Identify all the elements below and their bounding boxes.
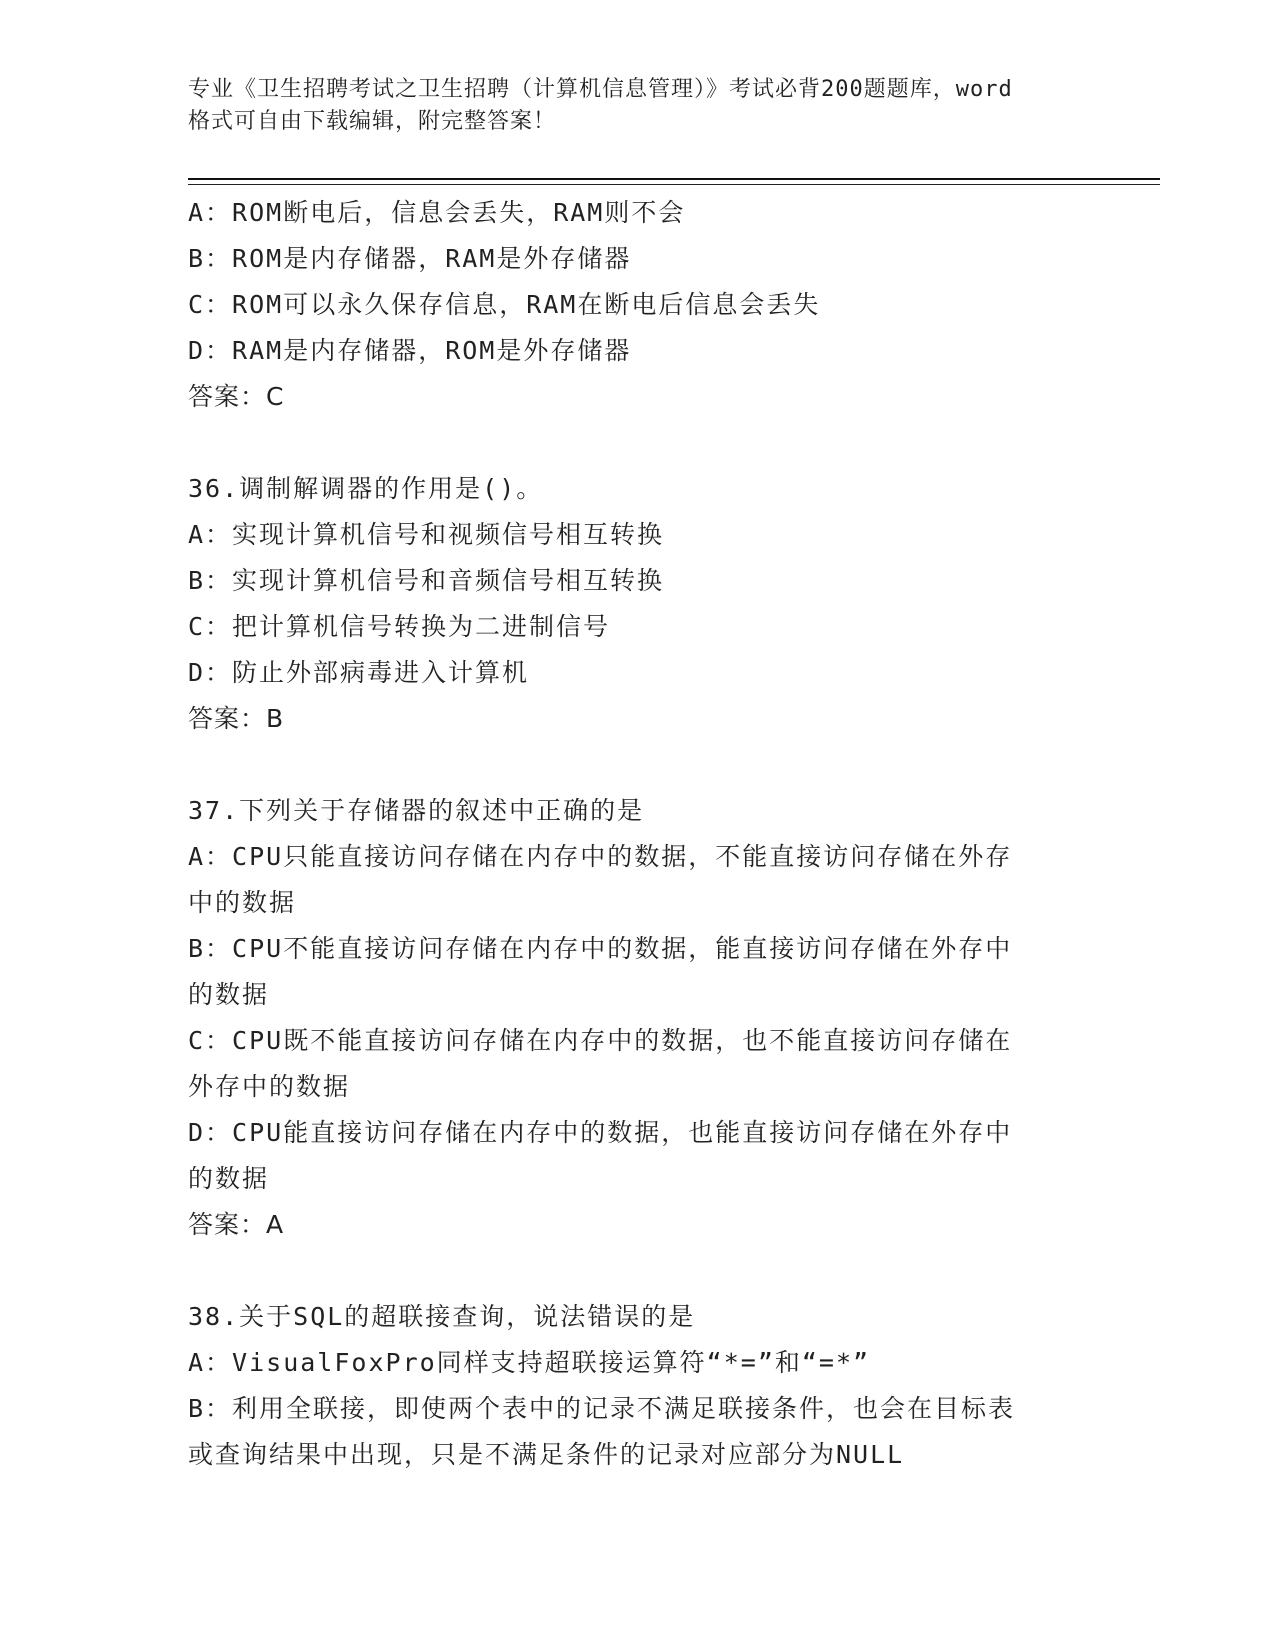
q36-answer: 答案：B [188,704,285,733]
q37-option-c-line-1: C：CPU既不能直接访问存储在内存中的数据，也不能直接访问存储在 [188,1026,1013,1055]
spacer [188,742,1088,788]
q37-option-d-line-1: D：CPU能直接访问存储在内存中的数据，也能直接访问存储在外存中 [188,1118,1013,1147]
q37-option-d-line-2: 的数据 [188,1164,270,1193]
q35-option-b: B：ROM是内存储器，RAM是外存储器 [188,244,632,273]
q37-option-b-line-1: B：CPU不能直接访问存储在内存中的数据，能直接访问存储在外存中 [188,934,1013,963]
q36-option-d: D：防止外部病毒进入计算机 [188,658,530,687]
spacer [188,420,1088,466]
q35-option-c: C：ROM可以永久保存信息，RAM在断电后信息会丢失 [188,290,821,319]
q37-stem: 37.下列关于存储器的叙述中正确的是 [188,796,645,825]
q37-answer: 答案：A [188,1210,285,1239]
spacer [188,1248,1088,1294]
question-content [188,190,1088,1478]
q38-option-b-line-2: 或查询结果中出现，只是不满足条件的记录对应部分为NULL [188,1440,905,1469]
document-header [188,74,1088,138]
q35-option-a: A：ROM断电后，信息会丢失，RAM则不会 [188,198,686,227]
q36-option-b: B：实现计算机信号和音频信号相互转换 [188,566,665,595]
question-35-block [188,190,1088,420]
q37-option-a-line-2: 中的数据 [188,888,297,917]
q36-option-a: A：实现计算机信号和视频信号相互转换 [188,520,665,549]
q36-stem: 36.调制解调器的作用是()。 [188,474,544,503]
question-38-block [188,1294,1088,1478]
q35-answer: 答案：C [188,382,285,411]
q38-stem: 38.关于SQL的超联接查询，说法错误的是 [188,1302,696,1331]
q38-option-b-line-1: B：利用全联接，即使两个表中的记录不满足联接条件，也会在目标表 [188,1394,1016,1423]
q36-option-c: C：把计算机信号转换为二进制信号 [188,612,611,641]
q37-option-a-line-1: A：CPU只能直接访问存储在内存中的数据，不能直接访问存储在外存 [188,842,1013,871]
header-title-line-2: 格式可自由下载编辑，附完整答案！ [188,109,557,134]
q37-option-c-line-2: 外存中的数据 [188,1072,351,1101]
header-divider-thick [188,178,1160,180]
question-36-block [188,466,1088,742]
question-37-block [188,788,1088,1248]
q38-option-a: A：VisualFoxPro同样支持超联接运算符“*=”和“=*” [188,1348,871,1377]
header-title-line-1: 专业《卫生招聘考试之卫生招聘（计算机信息管理）》考试必背200题题库，word [188,77,1013,102]
q35-option-d: D：RAM是内存储器，ROM是外存储器 [188,336,632,365]
q37-option-b-line-2: 的数据 [188,980,270,1009]
header-divider-thin [188,184,1160,185]
